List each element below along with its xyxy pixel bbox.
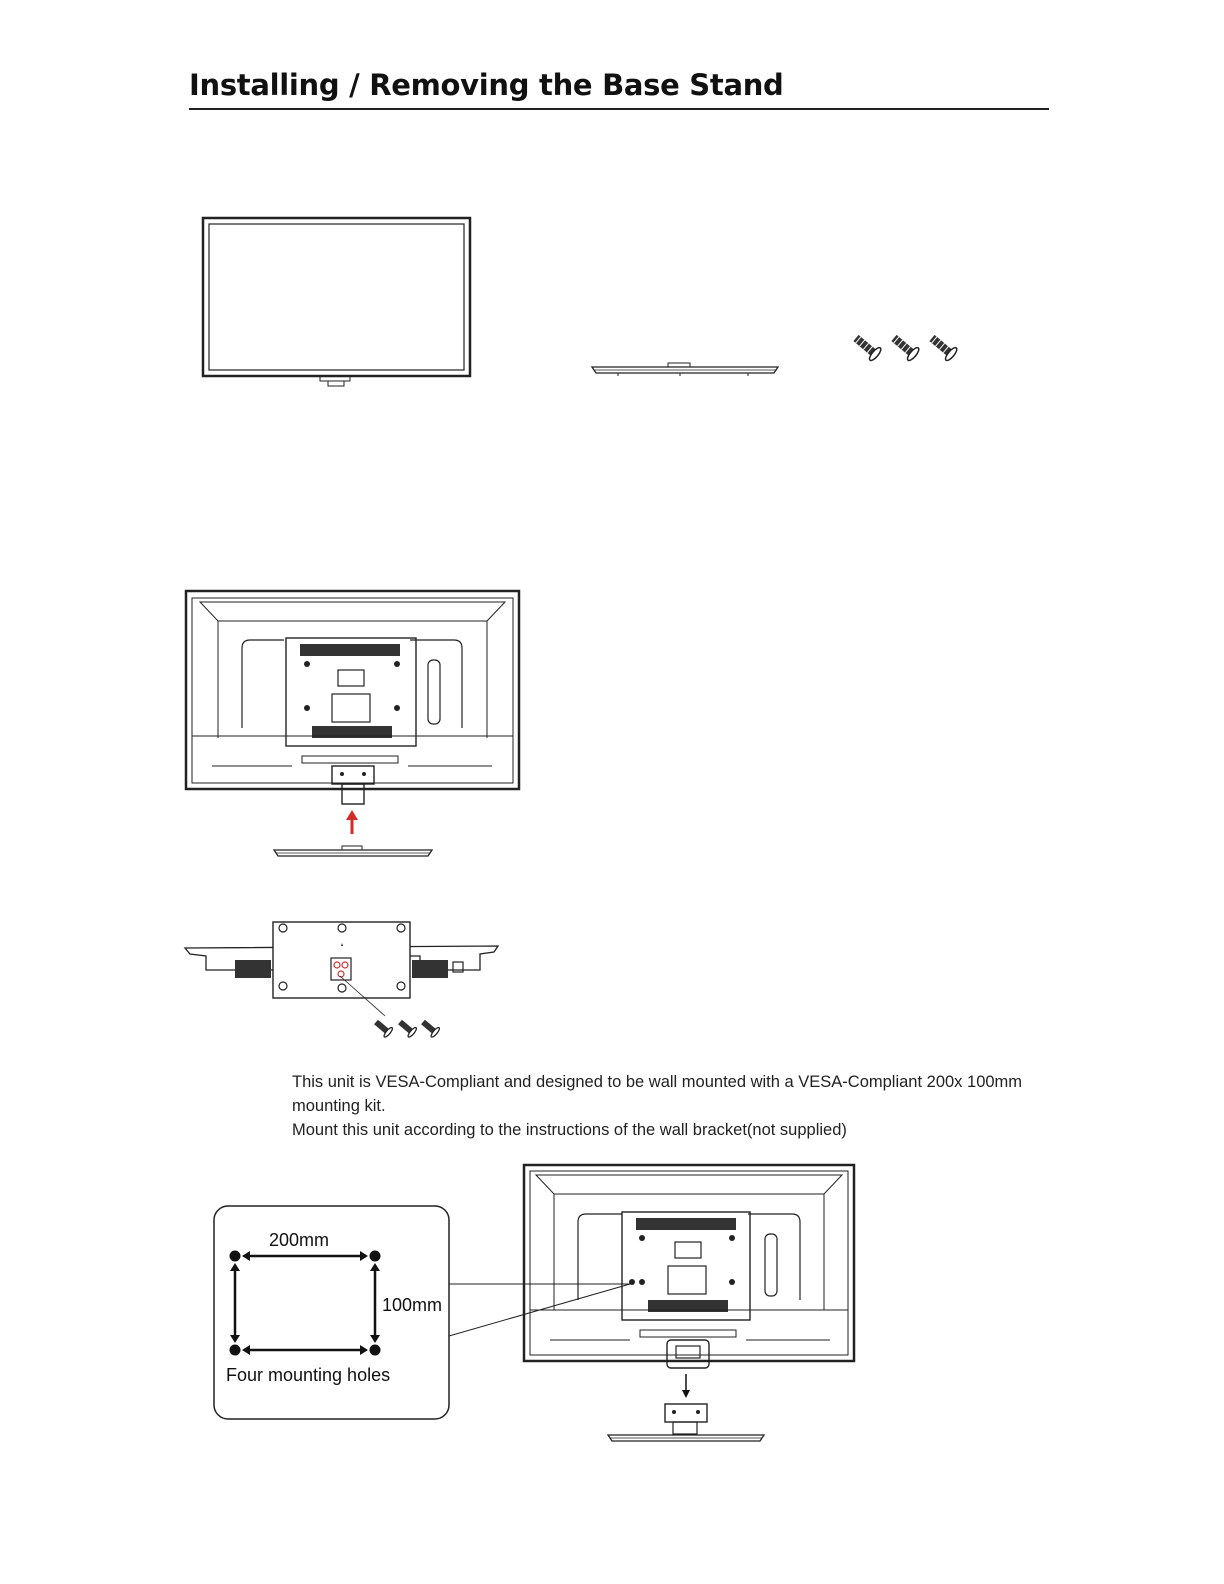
mounting-holes-caption: Four mounting holes (226, 1365, 391, 1385)
tv-back-attach-stand-illustration (182, 588, 524, 863)
title-underline (189, 108, 1049, 110)
page-title: Installing / Removing the Base Stand (189, 68, 784, 102)
stand-screws-illustration (180, 916, 505, 1046)
vesa-note (292, 1070, 1052, 1142)
mounting-hole (370, 1251, 381, 1262)
tv-back-illustration (524, 1165, 854, 1368)
mounting-hole (370, 1345, 381, 1356)
screws-illustration (846, 332, 971, 377)
vesa-note-line-1: This unit is VESA-Compliant and designed to be wall mounted with a VESA-Compliant 200x 100mm (292, 1073, 1023, 1091)
width-label: 200mm (269, 1230, 330, 1250)
mounting-hole (230, 1251, 241, 1262)
base-stand-illustration (588, 358, 783, 380)
vesa-note-line-3: Mount this unit according to the instructions of the wall bracket(not supplied) (292, 1121, 847, 1139)
tv-front-illustration (200, 215, 475, 390)
wall-mount-diagram (210, 1160, 870, 1450)
detached-stand-illustration (608, 1404, 764, 1441)
height-label: 100mm (382, 1295, 443, 1315)
vesa-note-line-2: mounting kit. (292, 1097, 386, 1115)
mounting-hole (230, 1345, 241, 1356)
